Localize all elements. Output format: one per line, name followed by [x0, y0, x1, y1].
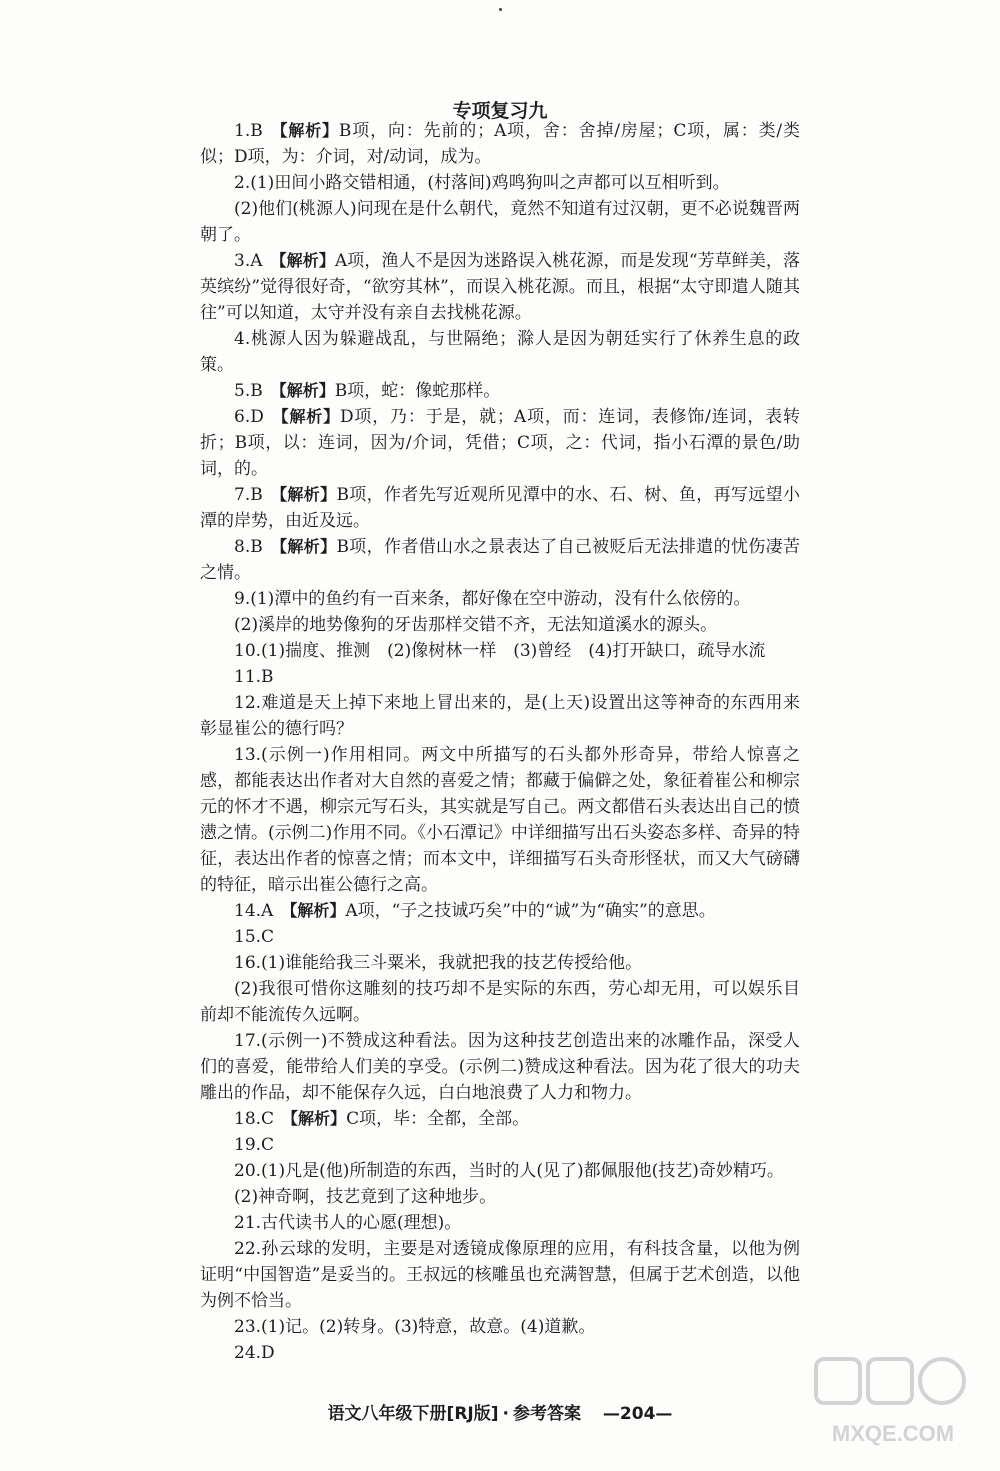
- answer-number: 22.: [234, 1239, 262, 1259]
- answer-item: [200, 742, 800, 898]
- answer-item: [200, 1210, 800, 1236]
- answer-item: [200, 612, 800, 638]
- answer-number: 15.C: [234, 927, 275, 947]
- answer-item: [200, 690, 800, 742]
- answer-text: B项，作者借山水之景表达了自己被贬后无法排遣的忧伤凄苦之情。: [200, 537, 800, 583]
- answer-number: 19.C: [234, 1135, 275, 1155]
- answer-item: [200, 326, 800, 378]
- answer-item: [200, 248, 800, 326]
- analysis-tag: 【解析】: [282, 1109, 347, 1128]
- analysis-tag: 【解析】: [270, 537, 337, 556]
- analysis-tag: 【解析】: [270, 251, 335, 270]
- analysis-tag: 【解析】: [270, 121, 339, 140]
- answer-item: [200, 664, 800, 690]
- analysis-tag: 【解析】: [270, 485, 337, 504]
- answer-item: [200, 170, 800, 196]
- footer-section: 参考答案: [513, 1404, 581, 1424]
- answer-item: [200, 1028, 800, 1106]
- answer-text: (2)我很可惜你这雕刻的技巧却不是实际的东西，劳心却无用，可以娱乐目前却不能流传久远啊。: [200, 979, 800, 1025]
- answer-text: (2)他们(桃源人)问现在是什么朝代，竟然不知道有过汉朝，更不必说魏晋两朝了。: [200, 199, 800, 245]
- watermark-text: MXQE.COM: [831, 1421, 955, 1446]
- answer-text: (1)谁能给我三斗粟米，我就把我的技艺传授给他。: [261, 953, 643, 973]
- answer-item: [200, 534, 800, 586]
- answer-number: 14.A: [234, 901, 274, 921]
- answer-number: 24.D: [234, 1343, 275, 1363]
- answer-item: [200, 404, 800, 482]
- answer-text: 古代读书人的心愿(理想)。: [261, 1213, 462, 1233]
- answer-text: B项，蛇：像蛇那样。: [334, 381, 501, 401]
- footer-subject: 语文八年级下册[RJ版]: [327, 1404, 499, 1424]
- answer-item: [200, 638, 800, 664]
- analysis-tag: 【解析】: [281, 901, 346, 920]
- answer-item: [200, 586, 800, 612]
- answer-number: 9.: [234, 589, 251, 609]
- answer-number: 23.: [234, 1317, 262, 1337]
- answer-item: [200, 1184, 800, 1210]
- answer-text: A项，“子之技诚巧矣”中的“诚”为“确实”的意思。: [345, 901, 716, 921]
- answer-number: 13.: [234, 745, 262, 765]
- answer-number: 4.: [234, 329, 251, 349]
- answer-item: [200, 924, 800, 950]
- answer-number: 18.C: [234, 1109, 275, 1129]
- answer-text: 桃源人因为躲避战乱，与世隔绝；滁人是因为朝廷实行了休养生息的政策。: [200, 329, 800, 375]
- answer-number: 12.: [234, 693, 262, 713]
- answer-item: [200, 482, 800, 534]
- answer-text: (2)溪岸的地势像狗的牙齿那样交错不齐，无法知道溪水的源头。: [234, 615, 718, 635]
- answer-item: [200, 378, 800, 404]
- answer-item: [200, 1314, 800, 1340]
- answer-number: 17.: [234, 1031, 262, 1051]
- answer-text: C项，毕：全都，全部。: [346, 1109, 530, 1129]
- answer-number: 7.B: [234, 485, 263, 505]
- answer-text: D项，乃：于是，就；A项，而：连词，表修饰/连词，表转折；B项，以：连词，因为/介词，凭借；C项，之：代词，指小石潭的景色/助词，的。: [200, 407, 800, 479]
- answer-text: B项，向：先前的；A项，舍：舍掉/房屋；C项，属：类/类似；D项，为：介词，对/动词，成为。: [200, 121, 800, 167]
- answer-text: (1)潭中的鱼约有一百来条，都好像在空中游动，没有什么依傍的。: [250, 589, 751, 609]
- answer-item: [200, 950, 800, 976]
- scan-speck: [499, 8, 502, 11]
- answer-text: (1)田间小路交错相通，(村落间)鸡鸣狗叫之声都可以互相听到。: [250, 173, 730, 193]
- answer-text: (1)凡是(他)所制造的东西，当时的人(见了)都佩服他(技艺)奇妙精巧。: [261, 1161, 784, 1181]
- answer-list: [200, 118, 800, 1366]
- answer-text: (1)记。(2)转身。(3)特意，故意。(4)道歉。: [261, 1317, 596, 1337]
- answer-item: [200, 976, 800, 1028]
- answer-text: 难道是天上掉下来地上冒出来的，是(上天)设置出这等神奇的东西用来彰显崔公的德行吗？: [200, 693, 800, 739]
- answer-item: [200, 1340, 800, 1366]
- answer-item: [200, 118, 800, 170]
- answer-number: 21.: [234, 1213, 262, 1233]
- answer-text: 孙云球的发明，主要是对透镜成像原理的应用，有科技含量，以他为例证明“中国智造”是妥当的。王叔远的核雕虽也充满智慧，但属于艺术创造，以他为例不恰当。: [200, 1239, 800, 1311]
- answer-item: [200, 1236, 800, 1314]
- answer-text: A项，渔人不是因为迷路误入桃花源，而是发现“芳草鲜美，落英缤纷”觉得很好奇，“欲穷其林”，而误入桃花源。而且，根据“太守即遣人随其往”可以知道，太守并没有亲自去找桃花源。: [200, 251, 800, 323]
- answer-number: 11.B: [234, 667, 274, 687]
- answer-text: (1)揣度、推测 (2)像树林一样 (3)曾经 (4)打开缺口，疏导水流: [261, 641, 766, 661]
- answer-number: 8.B: [234, 537, 263, 557]
- answer-number: 5.B: [234, 381, 263, 401]
- footer-separator: ·: [502, 1404, 509, 1424]
- answer-text: (示例一)不赞成这种看法。因为这种技艺创造出来的冰雕作品，深受人们的喜爱，能带给人们美的享受。(示例二)赞成这种看法。因为花了很大的功夫雕出的作品，却不能保存久远，白白地浪费了人力和物力。: [200, 1031, 800, 1103]
- answer-item: [200, 196, 800, 248]
- answer-number: 20.: [234, 1161, 262, 1181]
- watermark-logo: [808, 1353, 978, 1453]
- answer-number: 2.: [234, 173, 251, 193]
- answer-item: [200, 1158, 800, 1184]
- answer-number: 3.A: [234, 251, 263, 271]
- answer-text: (2)神奇啊，技艺竟到了这种地步。: [234, 1187, 497, 1207]
- answer-number: 10.: [234, 641, 262, 661]
- answer-number: 6.D: [234, 407, 264, 427]
- page-title: 专项复习九: [452, 100, 548, 122]
- answer-text: (示例一)作用相同。两文中所描写的石头都外形奇异，带给人惊喜之感，都能表达出作者对大自然的喜爱之情；都藏于偏僻之处，象征着崔公和柳宗元的怀才不遇，柳宗元写石头，其实就是写自己。两文都借石头表达出自己的愤懑之情。(示例二)作用不同。《小石潭记》中详细描写出石头姿态多样、奇异的特征，表达出作者的惊喜之情；而本文中，详细描写石头奇形怪状，而又大气磅礴的特征，暗示出崔公德行之高。: [200, 745, 800, 895]
- analysis-tag: 【解析】: [271, 407, 340, 426]
- answer-item: [200, 1132, 800, 1158]
- answer-number: 16.: [234, 953, 262, 973]
- analysis-tag: 【解析】: [270, 381, 335, 400]
- footer-page-number: —204—: [602, 1404, 673, 1424]
- answer-item: [200, 898, 800, 924]
- answer-text: B项，作者先写近观所见潭中的水、石、树、鱼，再写远望小潭的岸势，由近及远。: [200, 485, 800, 531]
- answer-item: [200, 1106, 800, 1132]
- answer-number: 1.B: [234, 121, 263, 141]
